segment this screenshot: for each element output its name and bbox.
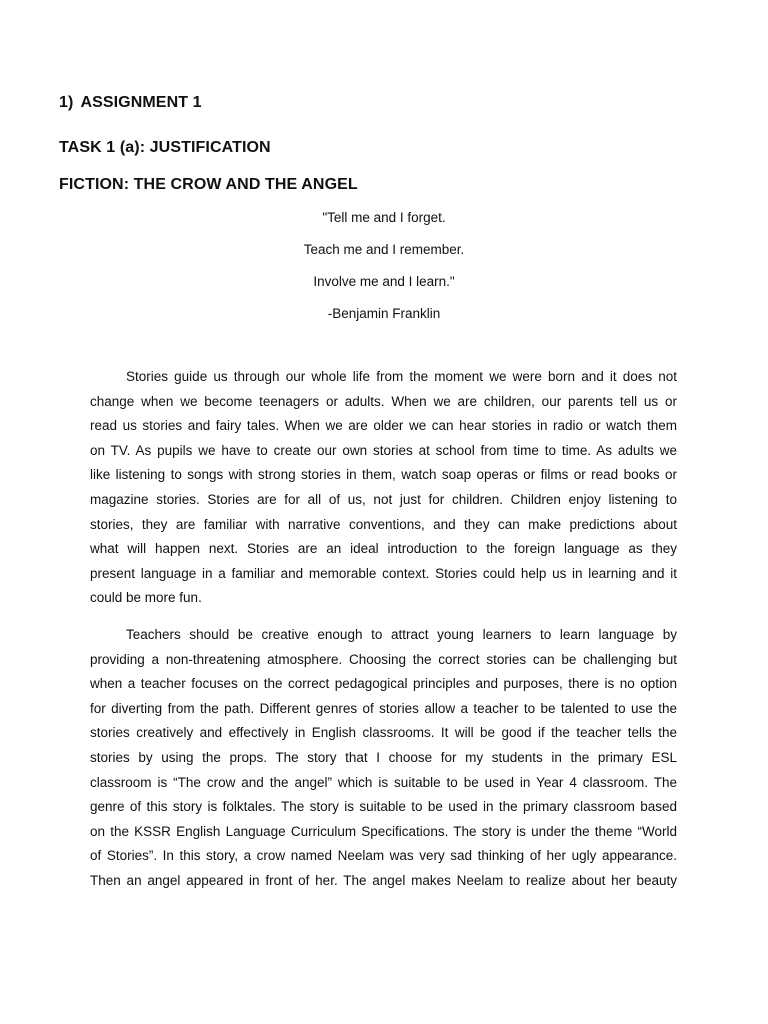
paragraph-1	[90, 365, 677, 611]
fiction-heading: FICTION: THE CROW AND THE ANGEL	[59, 176, 358, 193]
paragraph-1-line: read us stories and fairy tales. When we are older we can hear stories in radio or watch them	[90, 418, 677, 434]
quote-line-3: Involve me and I learn."	[313, 274, 455, 289]
assignment-heading	[59, 94, 202, 112]
paragraph-2	[90, 623, 677, 894]
paragraph-2-line: providing a non-threatening atmosphere. Choosing the correct stories can be challenging but	[90, 651, 677, 667]
paragraph-2-line: classroom is “The crow and the angel” which is suitable to be used in Year 4 classroom. The	[90, 774, 677, 790]
paragraph-1-line: magazine stories. Stories are for all of us, not just for children. Children enjoy listening to	[90, 491, 677, 507]
paragraph-2-line: stories creatively and effectively in English classrooms. It will be good if the teacher tells the	[90, 725, 677, 741]
paragraph-2-line: of Stories”. In this story, a crow named Neelam was very sad thinking of her ugly appearance.	[90, 848, 677, 864]
quote-author: -Benjamin Franklin	[327, 306, 441, 321]
assignment-title: ASSIGNMENT 1	[80, 94, 202, 111]
paragraph-2-line: on the KSSR English Language Curriculum Specifications. The story is under the theme “World	[90, 823, 677, 839]
paragraph-1-line: could be more fun.	[90, 590, 202, 606]
quote-line-2: Teach me and I remember.	[303, 242, 465, 257]
paragraph-1-line: like listening to songs with strong stories in them, watch soap operas or films or read books or	[90, 467, 677, 483]
assignment-number: 1)	[59, 94, 74, 111]
paragraph-1-line: change when we become teenagers or adults. When we are children, our parents tell us or	[90, 393, 677, 409]
paragraph-1-line: on TV. As pupils we have to create our own stories at school from time to time. As adults we	[90, 442, 677, 458]
paragraph-2-line: genre of this story is folktales. The story is suitable to be used in the primary classroom based	[90, 799, 677, 815]
paragraph-2-line: stories by using the props. The story that I choose for my students in the primary ESL	[90, 749, 677, 765]
paragraph-1-line: present language in a familiar and memorable context. Stories could help us in learning and it	[90, 565, 677, 581]
paragraph-2-line: Teachers should be creative enough to attract young learners to learn language by	[126, 627, 677, 642]
task-heading: TASK 1 (a): JUSTIFICATION	[59, 139, 271, 156]
paragraph-1-line: what will happen next. Stories are an ideal introduction to the foreign language as they	[90, 541, 677, 557]
paragraph-2-line: Then an angel appeared in front of her. The angel makes Neelam to realize about her beauty	[90, 872, 677, 888]
paragraph-1-line: Stories guide us through our whole life from the moment we were born and it does not	[126, 369, 677, 384]
paragraph-2-line: when a teacher focuses on the correct pedagogical principles and purposes, there is no option	[90, 676, 677, 692]
paragraph-2-line: for diverting from the path. Different genres of stories allow a teacher to be talented to use the	[90, 700, 677, 716]
paragraph-1-line: stories, they are familiar with narrative conventions, and they can make predictions about	[90, 516, 677, 532]
quote-line-1: "Tell me and I forget.	[322, 210, 446, 225]
